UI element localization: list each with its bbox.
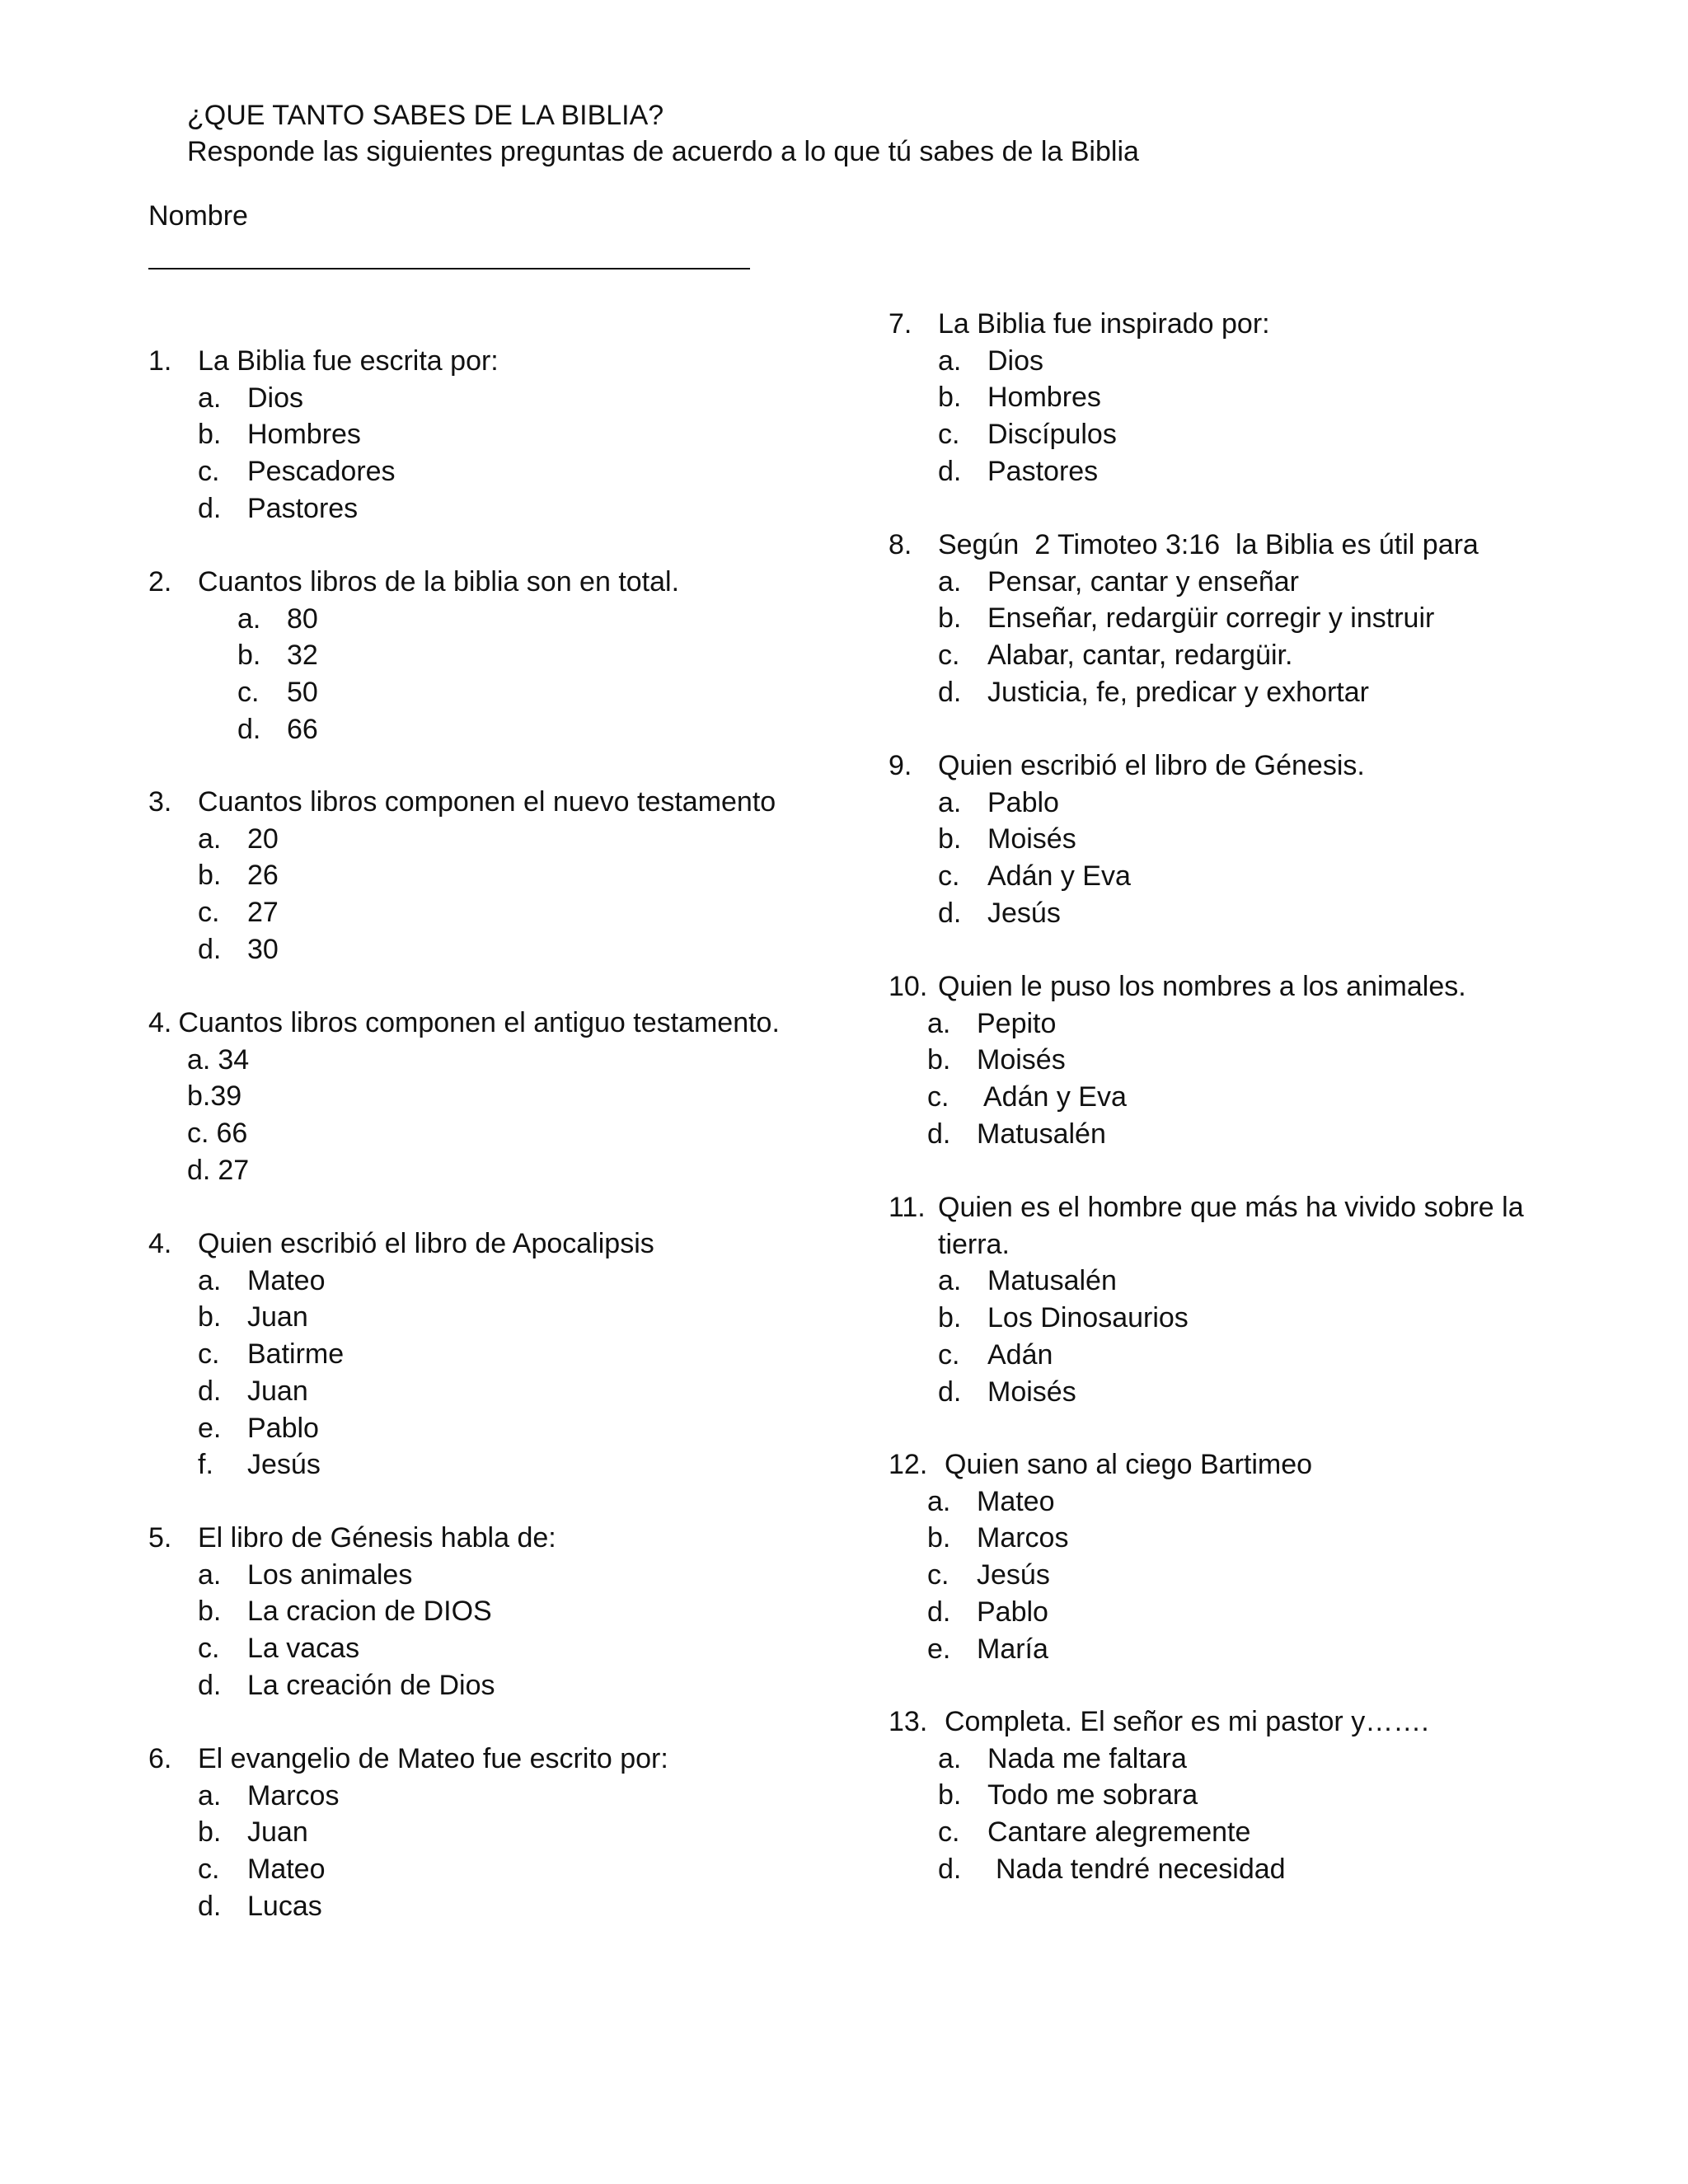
answer-option: c. Adán — [938, 1338, 1053, 1371]
question-text: Cuantos libros componen el antiguo testamento. — [178, 1007, 780, 1038]
answer-option: c. Jesús — [927, 1559, 1050, 1591]
question-text: Quien escribió el libro de Apocalipsis — [198, 1228, 654, 1259]
answer-option: c. Adán y Eva — [927, 1081, 1127, 1113]
answer-option: a. Marcos — [198, 1779, 340, 1811]
question-text: Quien escribió el libro de Génesis. — [938, 750, 1365, 781]
answer-option: b. Hombres — [198, 419, 361, 451]
answer-option: c. Discípulos — [938, 419, 1117, 451]
question-9 — [889, 748, 1365, 932]
answer-option: b. Hombres — [938, 382, 1101, 414]
question-8 — [889, 527, 1479, 711]
answer-option: d. Pastores — [938, 455, 1099, 487]
answer-option: d. Jesús — [938, 897, 1061, 929]
question-4b — [148, 1226, 654, 1483]
answer-option: d. Moisés — [938, 1376, 1076, 1408]
worksheet-title: ¿QUE TANTO SABES DE LA BIBLIA? — [187, 100, 664, 131]
question-4a — [148, 1005, 780, 1189]
question-number: 5. — [148, 1522, 172, 1554]
answer-option: c. Alabar, cantar, redargüir. — [938, 640, 1293, 672]
question-text: Quien le puso los nombres a los animales. — [938, 971, 1466, 1002]
answer-option: d. Juan — [198, 1375, 308, 1407]
answer-option: d. 27 — [187, 1154, 250, 1186]
answer-option: a. 20 — [198, 823, 279, 855]
question-number: 11. — [889, 1192, 926, 1223]
answer-option: a. Matusalén — [938, 1265, 1117, 1297]
question-6 — [148, 1741, 668, 1925]
question-number: 6. — [148, 1743, 172, 1774]
answer-option: c. La vacas — [198, 1633, 360, 1665]
answer-option: d. Justicia, fe, predicar y exhortar — [938, 676, 1369, 708]
answer-option: e. María — [927, 1633, 1048, 1665]
answer-option: a. Mateo — [927, 1485, 1055, 1517]
question-text: Según 2 Timoteo 3:16 la Biblia es útil para — [938, 529, 1479, 560]
question-10 — [889, 968, 1466, 1153]
answer-option: a. 80 — [237, 602, 318, 635]
name-label: Nombre — [148, 200, 248, 232]
answer-option: a. Los animales — [198, 1558, 413, 1591]
question-number: 2. — [148, 566, 172, 598]
question-7 — [889, 306, 1270, 490]
answer-option: d. 30 — [198, 933, 279, 965]
question-number: 7. — [889, 308, 912, 340]
question-text: Quien es el hombre que más ha vivido sobre la tierra. — [938, 1192, 1524, 1260]
name-blank-line — [148, 268, 750, 269]
answer-option: b. Los Dinosaurios — [938, 1302, 1189, 1334]
answer-option: a. Dios — [938, 344, 1044, 377]
answer-option: d. Pastores — [198, 492, 359, 524]
answer-option: b. 26 — [198, 860, 279, 892]
question-text: Cuantos libros componen el nuevo testamento — [198, 786, 776, 818]
question-text: Completa. El señor es mi pastor y……. — [945, 1706, 1429, 1737]
answer-option: b. 32 — [237, 640, 318, 672]
answer-option: f. Jesús — [198, 1449, 321, 1481]
answer-option: b. Moisés — [938, 823, 1076, 855]
question-2 — [148, 564, 679, 748]
question-11 — [889, 1189, 1531, 1410]
question-text: El evangelio de Mateo fue escrito por: — [198, 1743, 668, 1774]
question-number: 4. — [148, 1228, 172, 1259]
worksheet-instructions: Responde las siguientes preguntas de acuerdo a lo que tú sabes de la Biblia — [187, 136, 1139, 167]
answer-option: c. 27 — [198, 897, 279, 929]
answer-option: b. La cracion de DIOS — [198, 1596, 492, 1628]
question-3 — [148, 784, 776, 968]
answer-option: c. Pescadores — [198, 456, 396, 488]
answer-option: d. Lucas — [198, 1890, 322, 1922]
answer-option: a. 34 — [187, 1043, 250, 1076]
question-text: Cuantos libros de la biblia son en total. — [198, 566, 680, 598]
question-number: 3. — [148, 786, 172, 818]
answer-option: b. Marcos — [927, 1522, 1069, 1554]
answer-option: a. Nada me faltara — [938, 1742, 1187, 1774]
question-number: 4. — [148, 1007, 172, 1038]
answer-option: c. Batirme — [198, 1338, 345, 1371]
answer-option: a. Dios — [198, 382, 304, 414]
answer-option: a. Pablo — [938, 786, 1059, 818]
answer-option: e. Pablo — [198, 1412, 319, 1444]
answer-option: c. Mateo — [198, 1854, 326, 1886]
question-12 — [889, 1446, 1312, 1667]
question-number: 13. — [889, 1706, 928, 1737]
answer-option: b. Juan — [198, 1301, 308, 1333]
question-number: 10. — [889, 971, 928, 1002]
answer-option: c. Cantare alegremente — [938, 1816, 1251, 1849]
answer-option: c. 66 — [187, 1118, 248, 1150]
question-number: 9. — [889, 750, 912, 781]
answer-option: b. Moisés — [927, 1044, 1066, 1076]
answer-option: b. 39 — [187, 1080, 242, 1113]
answer-option: b. Todo me sobrara — [938, 1779, 1198, 1811]
answer-option: c. 50 — [237, 677, 318, 709]
answer-option: d. La creación de Dios — [198, 1669, 495, 1701]
question-number: 12. — [889, 1449, 928, 1480]
answer-option: a. Pepito — [927, 1007, 1057, 1039]
question-1 — [148, 343, 499, 527]
answer-option: a. Mateo — [198, 1264, 326, 1296]
question-text: La Biblia fue inspirado por: — [938, 308, 1270, 340]
answer-option: c. Adán y Eva — [938, 860, 1131, 893]
answer-option: d. Matusalén — [927, 1118, 1106, 1150]
answer-option: b. Enseñar, redargüir corregir y instruir — [938, 602, 1435, 635]
answer-option: d. 66 — [237, 713, 318, 745]
question-text: El libro de Génesis habla de: — [198, 1522, 556, 1554]
question-13 — [889, 1704, 1429, 1888]
answer-option: a. Pensar, cantar y enseñar — [938, 565, 1300, 598]
question-5 — [148, 1520, 556, 1704]
question-text: La Biblia fue escrita por: — [198, 345, 499, 377]
question-number: 8. — [889, 529, 912, 560]
answer-option: b. Juan — [198, 1816, 308, 1849]
answer-option: d. Nada tendré necesidad — [938, 1853, 1286, 1885]
question-number: 1. — [148, 345, 172, 377]
question-text: Quien sano al ciego Bartimeo — [945, 1449, 1313, 1480]
answer-option: d. Pablo — [927, 1596, 1048, 1628]
